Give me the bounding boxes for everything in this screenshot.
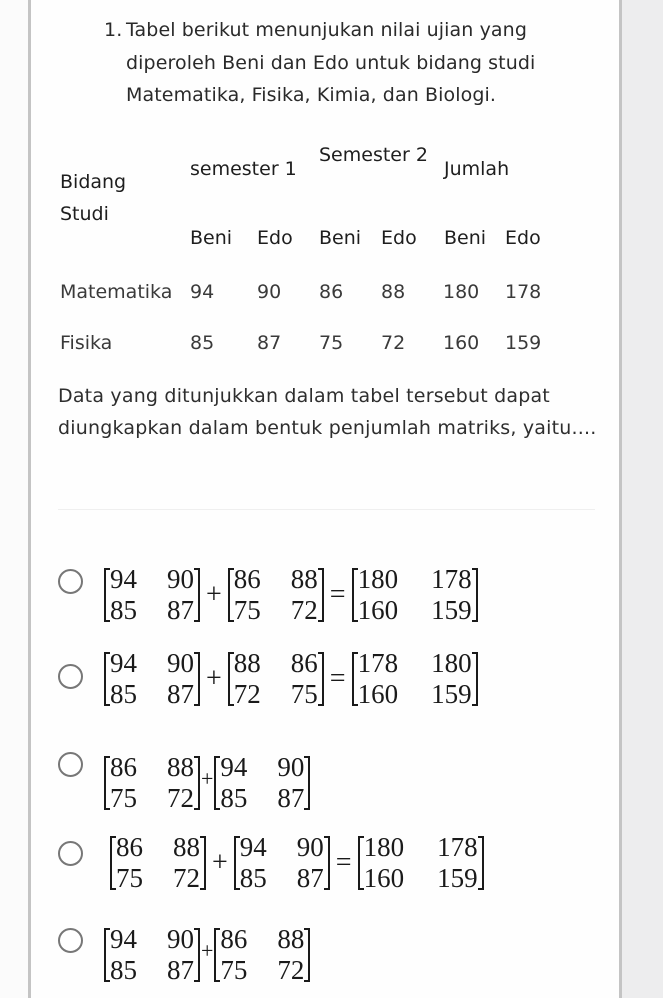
subheader-edo-total: Edo (505, 227, 541, 249)
cell-value: 86 (319, 281, 344, 303)
plus-sign: + (206, 579, 222, 610)
cell-value: 160 (443, 332, 480, 354)
answer-option-5[interactable] (58, 920, 598, 990)
divider (58, 509, 595, 510)
matrix-b: 86 88 75 72 (214, 924, 310, 986)
matrix-a: 94 90 85 87 (104, 648, 200, 710)
radio-button[interactable] (58, 752, 83, 777)
cell-value: 88 (381, 281, 406, 303)
cell-value: 72 (381, 332, 406, 354)
matrix-a: 86 88 75 72 (104, 752, 200, 814)
row-subject-fisika: Fisika (60, 332, 113, 354)
radio-button[interactable] (58, 841, 83, 866)
question-prompt: Data yang ditunjukkan dalam tabel tersebut dapat diungkapkan dalam bentuk penjumlah matriks, yaitu.... (58, 385, 597, 439)
answer-option-2[interactable] (58, 644, 598, 714)
matrix-expression (110, 828, 484, 898)
radio-button[interactable] (58, 569, 83, 594)
radio-button[interactable] (58, 664, 83, 689)
matrix-a: 94 90 85 87 (104, 564, 200, 626)
equals-sign: = (329, 579, 346, 610)
cell-value: 180 (443, 281, 480, 303)
matrix-result: 180 178 160 159 (352, 564, 478, 626)
header-semester-2: Semester 2 (319, 144, 428, 166)
plus-sign: + (212, 847, 228, 878)
cell-value: 159 (505, 332, 542, 354)
cell-value: 90 (257, 281, 282, 303)
matrix-expression (104, 920, 310, 990)
matrix-result: 178 180 160 159 (352, 648, 478, 710)
header-semester-1: semester 1 (190, 158, 297, 180)
matrix-expression (104, 748, 310, 818)
matrix-a: 86 88 75 72 (110, 832, 206, 894)
equals-sign: = (329, 663, 346, 694)
cell-value: 178 (505, 281, 542, 303)
equals-sign: = (335, 847, 352, 878)
matrix-b: 86 88 75 72 (228, 564, 324, 626)
answer-option-3[interactable] (58, 748, 598, 818)
answer-option-4[interactable] (58, 828, 598, 898)
subheader-edo-sem1: Edo (257, 227, 293, 249)
matrix-expression (104, 644, 478, 714)
subheader-beni-total: Beni (444, 227, 487, 249)
plus-sign: + (206, 663, 222, 694)
question-number: 1. (104, 19, 123, 41)
answer-option-1[interactable] (58, 560, 598, 630)
matrix-result: 180 178 160 159 (358, 832, 484, 894)
page-margin-right (622, 0, 663, 998)
subheader-beni-sem2: Beni (319, 227, 362, 249)
question-text: Tabel berikut menunjukan nilai ujian yang diperoleh Beni dan Edo untuk bidang studi Matematika, Fisika, Kimia, dan Biologi. (126, 19, 536, 106)
header-subject: Bidang Studi (60, 171, 127, 225)
matrix-expression (104, 560, 478, 630)
matrix-a: 94 90 85 87 (104, 924, 200, 986)
subheader-edo-sem2: Edo (381, 227, 417, 249)
cell-value: 94 (190, 281, 215, 303)
cell-value: 85 (190, 332, 215, 354)
matrix-b: 88 86 72 75 (228, 648, 324, 710)
cell-value: 87 (257, 332, 282, 354)
radio-button[interactable] (58, 928, 83, 953)
plus-sign: + (201, 766, 214, 791)
header-total: Jumlah (444, 158, 510, 180)
matrix-b: 94 90 85 87 (214, 752, 310, 814)
cell-value: 75 (319, 332, 344, 354)
plus-sign: + (201, 938, 214, 963)
row-subject-matematika: Matematika (60, 281, 173, 303)
page-margin-left (0, 0, 28, 998)
subheader-beni-sem1: Beni (190, 227, 233, 249)
matrix-b: 94 90 85 87 (234, 832, 330, 894)
